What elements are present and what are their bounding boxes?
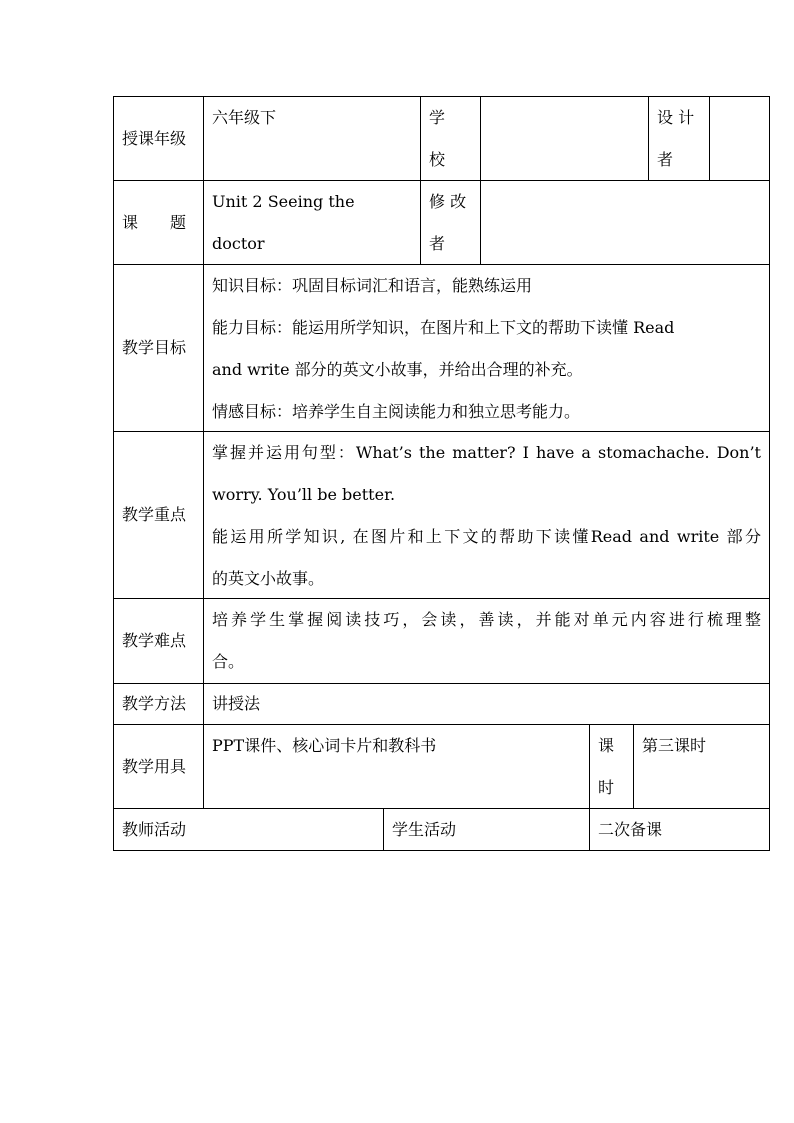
designer-label-cell xyxy=(648,96,710,181)
period-label-cell xyxy=(589,724,634,809)
topic-value: Unit 2 Seeing the doctor xyxy=(212,192,355,253)
school-value-cell xyxy=(480,96,649,181)
reviser-value-cell xyxy=(480,180,770,265)
key-points-label-cell xyxy=(113,431,204,599)
grade-label-cell xyxy=(113,96,204,181)
goals-line-ability-cont: and write 部分的英文小故事，并给出合理的补充。 xyxy=(212,360,583,379)
period-label-char-2: 时 xyxy=(598,778,615,797)
designer-value-cell xyxy=(709,96,770,181)
goals-label-cell xyxy=(113,264,204,432)
key-points-line-3: 能运用所学知识, 在图片和上下文的帮助下读懂Read and write 部分 xyxy=(212,527,761,546)
student-activity-cell xyxy=(383,808,590,851)
goals-line-knowledge: 知识目标：巩固目标词汇和语言，能熟练运用 xyxy=(212,276,533,295)
goals-line-emotion: 情感目标：培养学生自主阅读能力和独立思考能力。 xyxy=(212,402,581,421)
tools-value-cell xyxy=(203,724,590,809)
goals-label: 教学目标 xyxy=(122,338,187,357)
difficulties-content-cell xyxy=(203,598,770,684)
reviser-label-line-1: 修 改 xyxy=(429,192,467,211)
designer-label-line-1: 设 计 xyxy=(657,108,695,127)
period-value-cell xyxy=(633,724,770,809)
school-label-char-2: 校 xyxy=(429,150,446,169)
method-label-cell xyxy=(113,683,204,725)
key-points-line-2: worry. You’ll be better. xyxy=(212,485,396,504)
topic-label-cell xyxy=(113,180,204,265)
topic-value-cell xyxy=(203,180,421,265)
key-points-content-cell xyxy=(203,431,770,599)
school-label-char-1: 学 xyxy=(429,108,446,127)
tools-value: PPT课件、核心词卡片和教科书 xyxy=(212,736,437,755)
teacher-activity-cell xyxy=(113,808,384,851)
teacher-activity-label: 教师活动 xyxy=(122,820,187,839)
method-value-cell xyxy=(203,683,770,725)
goals-line-ability: 能力目标：能运用所学知识，在图片和上下文的帮助下读懂 Read xyxy=(212,318,675,337)
difficulties-label: 教学难点 xyxy=(122,631,187,650)
tools-label-cell xyxy=(113,724,204,809)
period-value: 第三课时 xyxy=(642,736,707,755)
key-points-line-4: 的英文小故事。 xyxy=(212,569,325,588)
period-label-char-1: 课 xyxy=(598,736,615,755)
key-points-label: 教学重点 xyxy=(122,505,187,524)
second-prep-label: 二次备课 xyxy=(598,820,663,839)
goals-content-cell xyxy=(203,264,770,432)
method-value: 讲授法 xyxy=(212,694,261,713)
difficulties-line-2: 合。 xyxy=(212,652,245,671)
reviser-label-cell xyxy=(420,180,481,265)
second-prep-cell xyxy=(589,808,770,851)
student-activity-label: 学生活动 xyxy=(392,820,457,839)
key-points-line-1: 掌握并运用句型：What’s the matter? I have a stomachache. Don’t xyxy=(212,443,761,462)
grade-value-cell xyxy=(203,96,421,181)
tools-label: 教学用具 xyxy=(122,756,187,776)
method-label: 教学方法 xyxy=(122,694,187,713)
designer-label-line-2: 者 xyxy=(657,150,674,169)
school-label-cell xyxy=(420,96,481,181)
difficulties-label-cell xyxy=(113,598,204,684)
grade-label: 授课年级 xyxy=(122,128,187,148)
reviser-label-line-2: 者 xyxy=(429,234,446,253)
grade-value: 六年级下 xyxy=(212,108,277,127)
topic-label: 课 题 xyxy=(122,212,187,232)
difficulties-line-1: 培养学生掌握阅读技巧，会读，善读，并能对单元内容进行梳理整 xyxy=(212,610,761,629)
